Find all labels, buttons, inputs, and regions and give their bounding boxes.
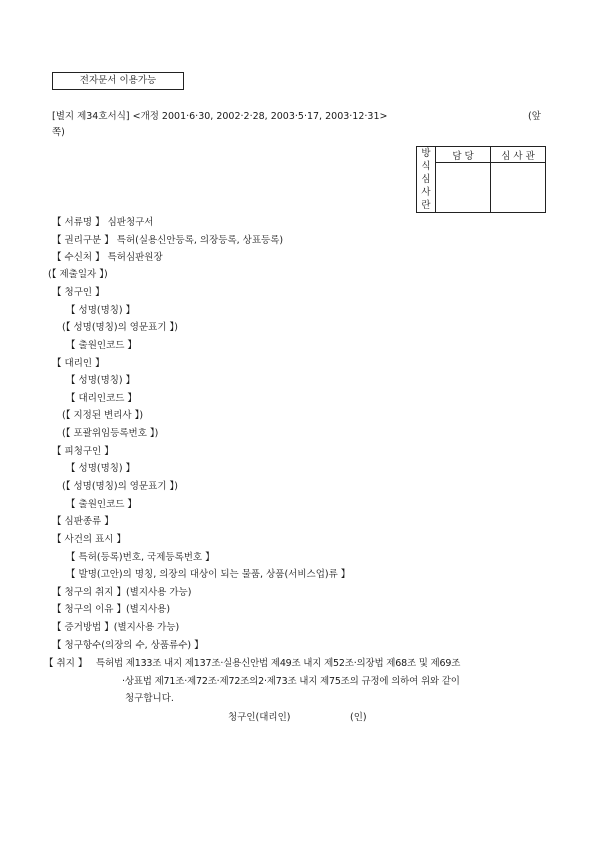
- purpose-text-line2: ·상표법 제71조·제72조·제72조의2·제73조 내지 제75조의 규정에 의하여 위와 같이: [122, 676, 460, 687]
- approval-col-examiner: 심 사 관: [491, 147, 546, 163]
- purpose-label: 【 취지 】: [44, 658, 88, 669]
- form-header-side-bottom: 쪽): [52, 127, 65, 138]
- form-header: [별지 제34호서식] <개정 2001·6·30, 2002·2·28, 2003·5·17, 2003·12·31>: [52, 111, 388, 122]
- purpose-text-line3: 청구합니다.: [125, 693, 174, 704]
- field-submission-date: (【 제출일자 】): [48, 269, 108, 280]
- form-header-side-top: (앞: [528, 111, 541, 122]
- electronic-document-badge: 전자문서 이용가능: [52, 72, 184, 90]
- field-invention-title: 【 발명(고안)의 명칭, 의장의 대상이 되는 물품, 상품(서비스업)류 】: [66, 569, 351, 580]
- field-case-indication: 【 사건의 표시 】: [52, 534, 126, 545]
- signature-seal: (인): [350, 712, 367, 723]
- approval-box: [416, 146, 546, 213]
- field-respondent-applicant-code: 【 출원인코드 】: [66, 499, 137, 510]
- approval-cell-examiner: [491, 163, 546, 213]
- field-registration-number: 【 특허(등록)번호, 국제등록번호 】: [66, 552, 215, 563]
- field-right-type: 【 권리구분 】 특허(실용신안등록, 의장등록, 상표등록): [52, 235, 284, 246]
- purpose-text-line1: 특허법 제133조 내지 제137조·실용신안법 제49조 내지 제52조·의장법 제68조 및 제69조: [96, 658, 461, 669]
- field-claim-count: 【 청구항수(의장의 수, 상품류수) 】: [52, 640, 204, 651]
- field-claimant-applicant-code: 【 출원인코드 】: [66, 340, 137, 351]
- approval-col-staff: 담 당: [436, 147, 491, 163]
- field-agent-name: 【 성명(명칭) 】: [66, 375, 136, 386]
- field-respondent-english-name: (【 성명(명칭)의 영문표기 】): [62, 481, 178, 492]
- field-respondent-name: 【 성명(명칭) 】: [66, 463, 136, 474]
- field-evidence: 【 증거방법 】(별지사용 가능): [52, 622, 180, 633]
- field-general-power-number: (【 포괄위임등록번호 】): [62, 428, 159, 439]
- approval-cell-staff: [436, 163, 491, 213]
- field-document-name: 【 서류명 】 심판청구서: [52, 217, 154, 228]
- field-designated-attorney: (【 지정된 변리사 】): [62, 410, 144, 421]
- approval-box-vertical-label: 방 식 심 사 란: [417, 147, 436, 213]
- field-claimant: 【 청구인 】: [52, 287, 105, 298]
- field-trial-type: 【 심판종류 】: [52, 516, 114, 527]
- field-agent-code: 【 대리인코드 】: [66, 393, 137, 404]
- field-respondent: 【 피청구인 】: [52, 446, 114, 457]
- field-claimant-name: 【 성명(명칭) 】: [66, 305, 136, 316]
- signature-claimant: 청구인(대리인): [228, 712, 291, 723]
- field-claimant-english-name: (【 성명(명칭)의 영문표기 】): [62, 322, 178, 333]
- field-agent: 【 대리인 】: [52, 358, 105, 369]
- field-recipient: 【 수신처 】 특허심판원장: [52, 252, 163, 263]
- field-claim-purport: 【 청구의 취지 】(별지사용 가능): [52, 587, 192, 598]
- field-claim-reason: 【 청구의 이유 】(별지사용): [52, 604, 171, 615]
